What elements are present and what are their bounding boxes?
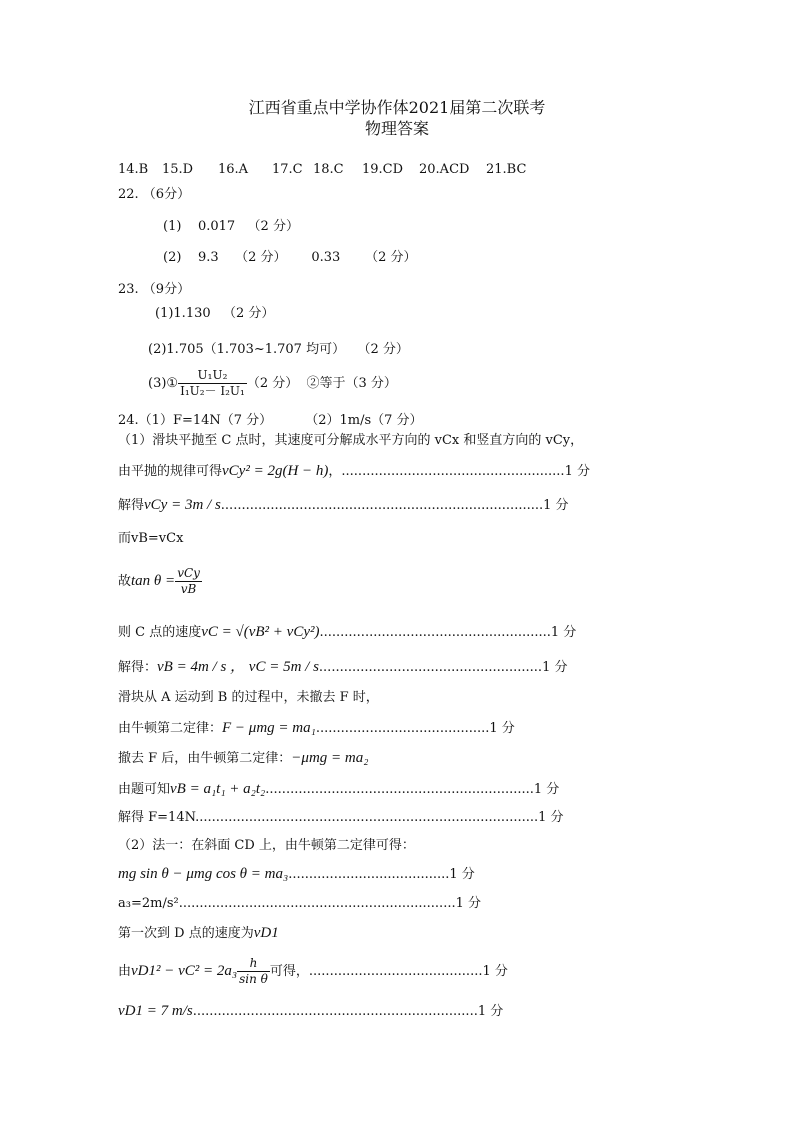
- equation: F − μmg = ma₁: [222, 720, 316, 736]
- line-text: 由牛顿第二定律：: [118, 721, 223, 736]
- q24-line-f-result: [118, 810, 564, 826]
- page-title: 江西省重点中学协作体2021届第二次联考: [248, 98, 546, 117]
- leader-dots: ..........................................: [315, 721, 490, 736]
- equation: tan θ =: [131, 573, 176, 589]
- resistance-fraction: [178, 368, 247, 399]
- q23-header: 23. （9分）: [118, 282, 191, 297]
- q24-line-newton1: [118, 720, 515, 737]
- leader-dots: .................................................................: [265, 782, 534, 797]
- equation: vD1: [253, 925, 279, 941]
- score: 1 分: [550, 625, 577, 640]
- q24-line-kinematics: [118, 956, 508, 987]
- leader-dots: ，......................................................: [328, 464, 565, 479]
- line-text: 解得：: [118, 660, 158, 675]
- q22-part1: (1) 0.017 （2 分）: [163, 219, 299, 234]
- q24-intro: （1）滑块平抛至 C 点时，其速度可分解成水平方向的 vCx 和竖直方向的 vCy，: [118, 433, 584, 448]
- line-text: a₃=2m/s²: [118, 896, 179, 911]
- q23-part3: [148, 368, 397, 399]
- q23-part3-prefix: (3)①: [148, 376, 179, 391]
- q24-line-newton2: [118, 750, 368, 767]
- q24-line-incline: [118, 866, 475, 883]
- fraction-denominator: sin θ: [239, 972, 268, 986]
- fraction-denominator: vB: [180, 582, 197, 596]
- tan-fraction: [175, 566, 202, 597]
- q24-line-vcy: [118, 497, 569, 514]
- mc-answer: 21.BC: [486, 162, 527, 177]
- mc-answer: 17.C: [272, 162, 303, 177]
- leader-dots: .....................................................................: [192, 1004, 478, 1019]
- q24-line-ab-process: 滑块从 A 运动到 B 的过程中，未撤去 F 时，: [118, 690, 379, 705]
- line-text: 故: [118, 574, 132, 589]
- q22-header: 22. （6分）: [118, 187, 191, 202]
- q24-line-vd1-intro: [118, 925, 279, 942]
- equation: vC = √(vB² + vCy²): [201, 624, 320, 640]
- equation: vB = 4m / s ， vC = 5m / s: [157, 659, 319, 675]
- equation: −μmg = ma₂: [291, 750, 369, 766]
- q24-line-vb-eq: 而vB=vCx: [118, 531, 184, 546]
- mc-answer: 18.C: [313, 162, 344, 177]
- mc-answer: 20.ACD: [419, 162, 470, 177]
- line-text: 则 C 点的速度: [118, 625, 202, 640]
- score: 1 分: [449, 867, 475, 882]
- fraction-numerator: U₁U₂: [178, 368, 247, 384]
- line-text: 解得: [118, 498, 145, 513]
- fraction-numerator: vCy: [177, 566, 200, 580]
- equation: vD1 = 7 m/s: [118, 1003, 193, 1019]
- q24-line-vb-vc: [118, 659, 567, 676]
- q24-line-method1: （2）法一：在斜面 CD 上，由牛顿第二定律可得：: [118, 838, 415, 853]
- h-over-sin-fraction: [237, 956, 270, 987]
- leader-dots: ..............................................................................: [220, 498, 544, 513]
- score: 1 分: [477, 1004, 504, 1019]
- mc-answer: 16.A: [218, 162, 249, 177]
- line-text: 可得，: [269, 964, 309, 979]
- score: 1 分: [542, 660, 568, 675]
- q24-header: 24.（1）F=14N（7 分） （2）1m/s（7 分）: [118, 413, 423, 428]
- q24-line-vb-sum: [118, 781, 559, 798]
- line-text: 解得 F=14N: [118, 810, 196, 825]
- leader-dots: ...................................................................................: [195, 810, 539, 825]
- score: 1 分: [455, 896, 481, 911]
- equation: vB = a₁t₁ + a₂t₂: [170, 781, 266, 797]
- page-subtitle: 物理答案: [364, 119, 429, 138]
- line-text: 由平抛的规律可得: [118, 464, 223, 479]
- q24-line-tan: [118, 566, 202, 597]
- q23-part2: (2)1.705（1.703~1.707 均可） （2 分）: [148, 342, 409, 357]
- fraction-numerator: h: [237, 956, 270, 972]
- score: 1 分: [533, 782, 560, 797]
- q24-line-projectile: [118, 463, 590, 480]
- mc-answer: 15.D: [162, 162, 194, 177]
- q22-part2: (2) 9.3 （2 分） 0.33 （2 分）: [163, 250, 417, 265]
- score: 1 分: [482, 964, 508, 979]
- leader-dots: ........................................................: [319, 625, 551, 640]
- line-text: 撤去 F 后，由牛顿第二定律：: [118, 751, 292, 766]
- line-text: 由: [118, 964, 132, 979]
- line-text: 由题可知: [118, 782, 171, 797]
- equation: vD1² − vC² = 2a₃: [131, 963, 238, 979]
- mc-answer: 14.B: [118, 162, 149, 177]
- equation: vCy² = 2g(H − h): [222, 463, 329, 479]
- q24-line-vc: [118, 624, 576, 641]
- leader-dots: ......................................................: [318, 660, 543, 675]
- leader-dots: ..........................................: [308, 964, 483, 979]
- equation: mg sin θ − μmg cos θ = ma₃: [118, 866, 289, 882]
- leader-dots: ...................................................................: [178, 896, 456, 911]
- q24-line-a3: [118, 896, 481, 912]
- q24-line-vd1-result: [118, 1003, 503, 1020]
- score: 1 分: [543, 498, 569, 513]
- q23-part3-suffix: （2 分） ②等于（3 分）: [246, 376, 397, 391]
- q23-part1: (1)1.130 （2 分）: [155, 306, 275, 321]
- line-text: 第一次到 D 点的速度为: [118, 926, 254, 941]
- equation: vCy = 3m / s: [144, 497, 221, 513]
- score: 1 分: [564, 464, 590, 479]
- leader-dots: .......................................: [288, 867, 450, 882]
- fraction-denominator: I₁U₂－ I₂U₁: [180, 384, 245, 398]
- mc-answer: 19.CD: [362, 162, 404, 177]
- score: 1 分: [489, 721, 515, 736]
- score: 1 分: [538, 810, 564, 825]
